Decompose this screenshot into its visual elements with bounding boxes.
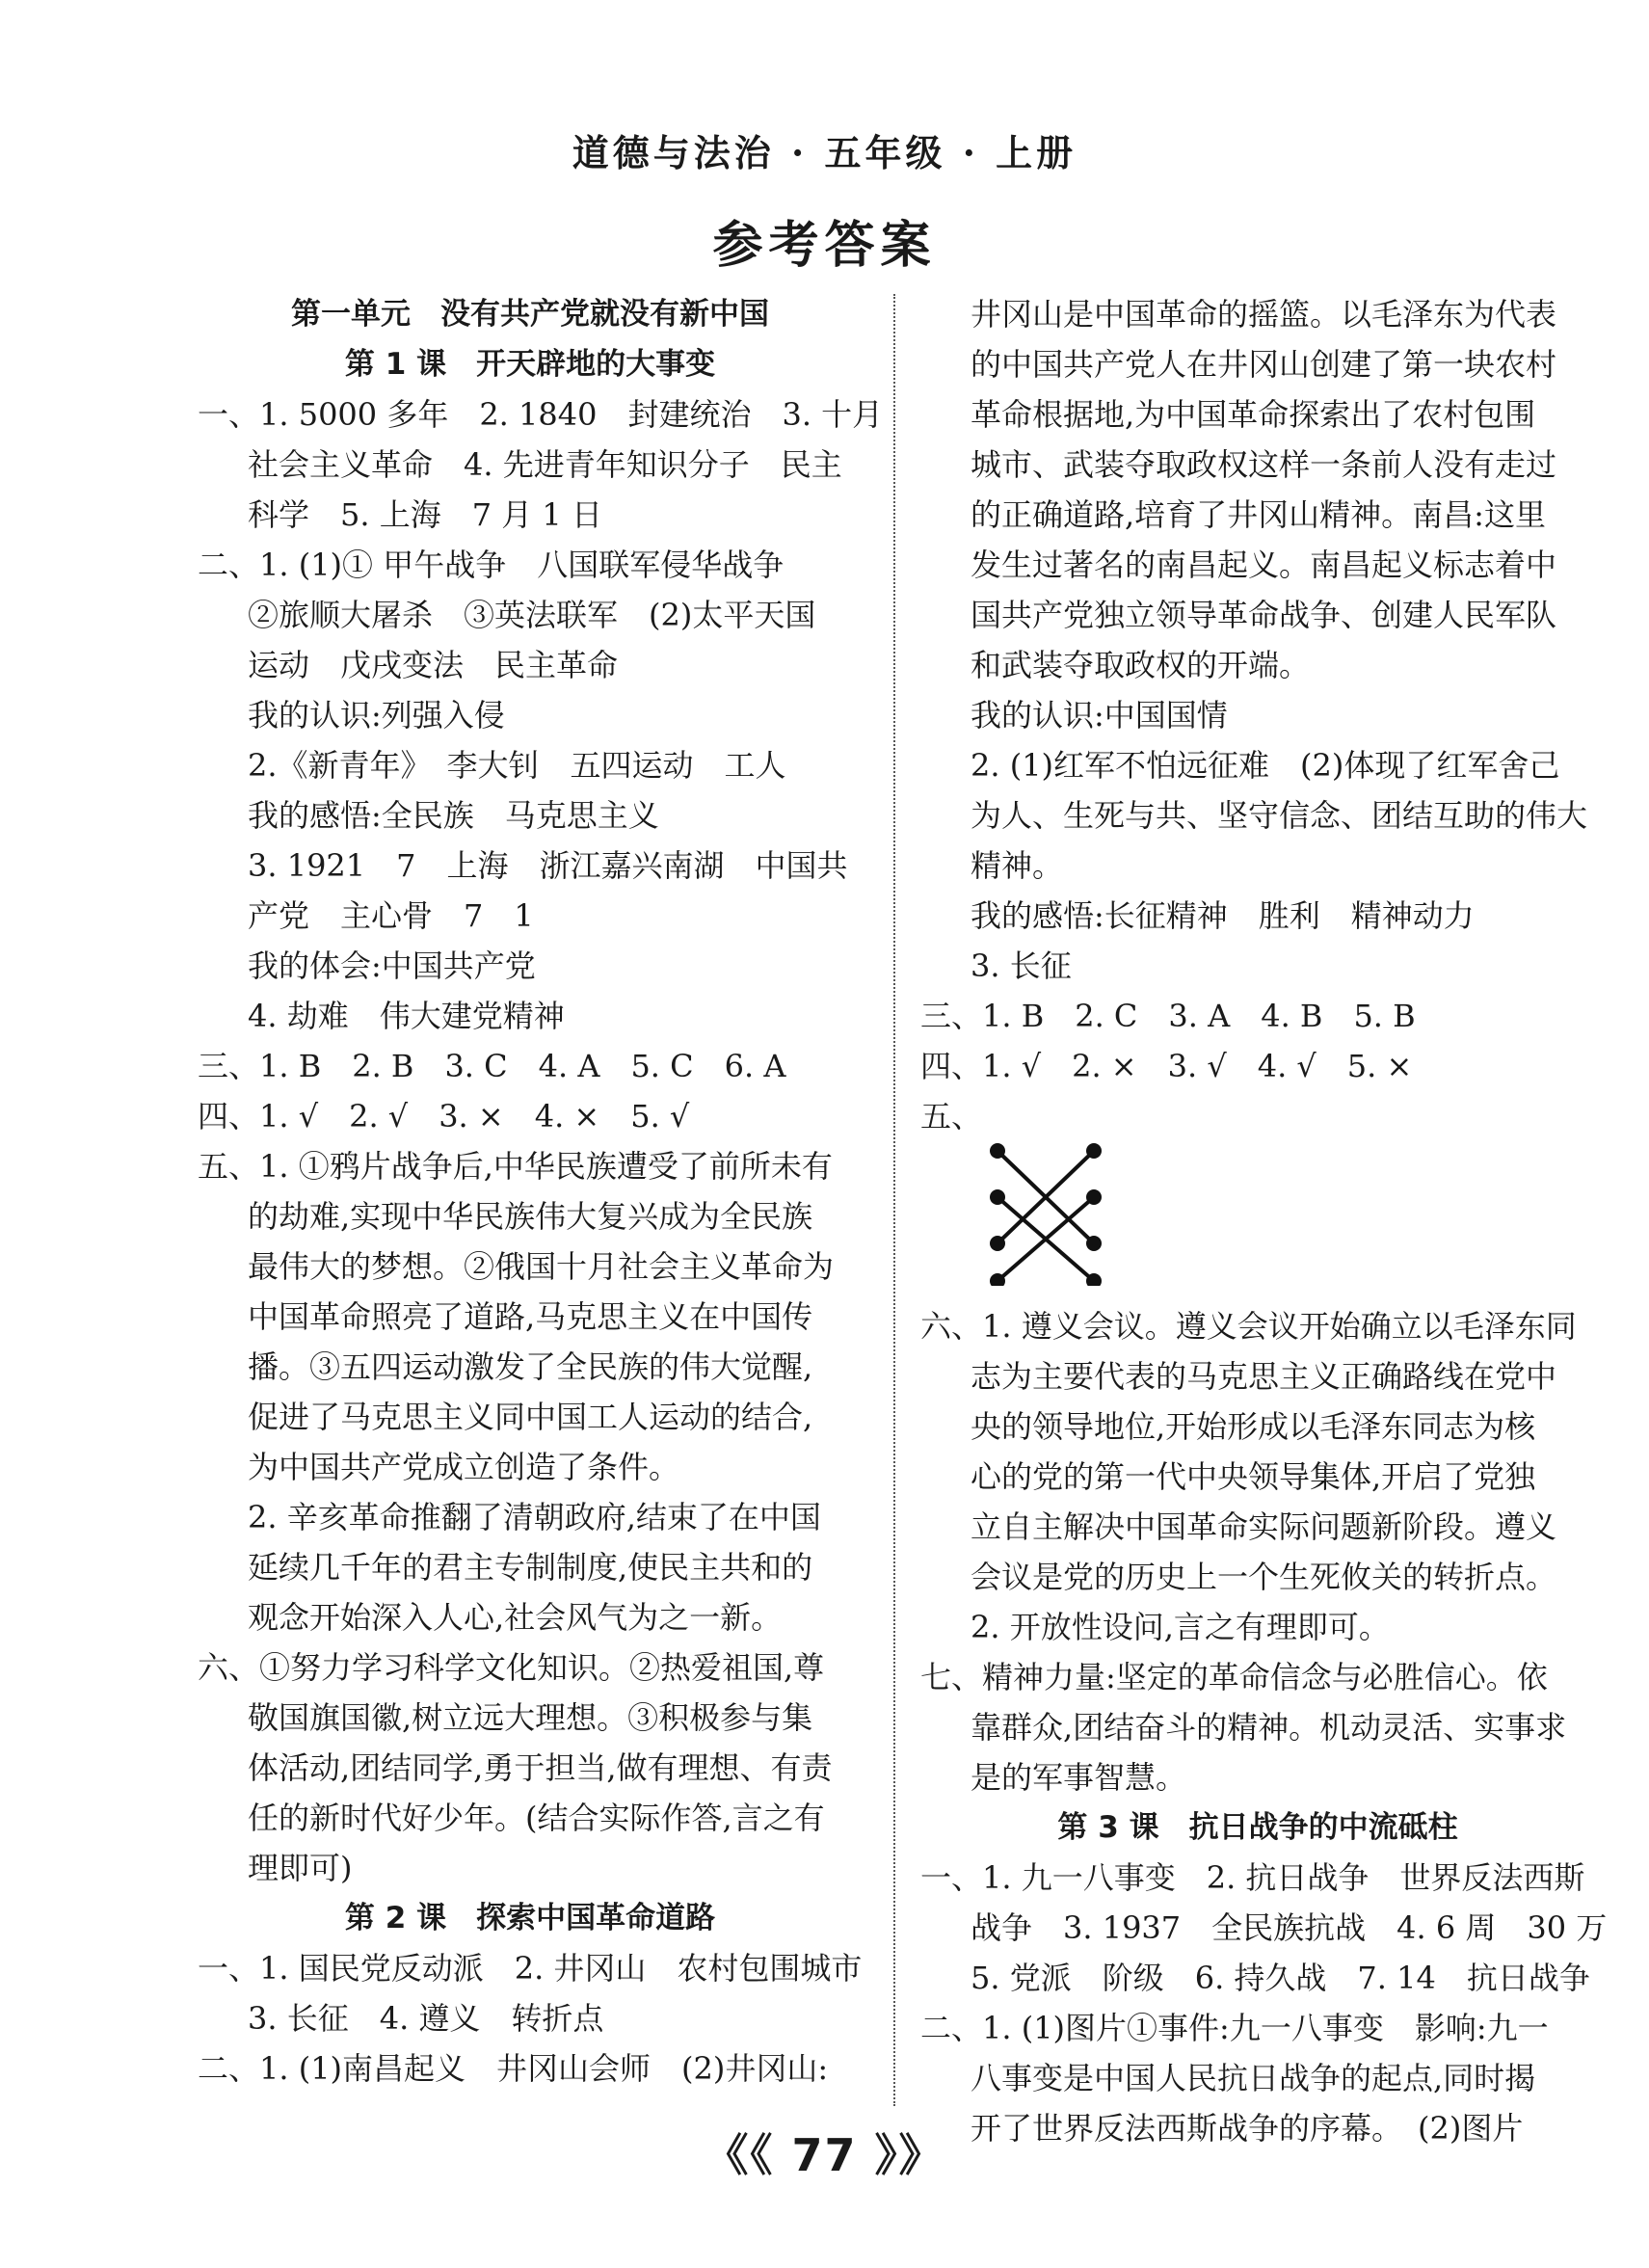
answer-line: 为中国共产党成立创造了条件。 xyxy=(248,1449,680,1485)
answer-line: 五、 xyxy=(920,1098,983,1134)
answer-line: 最伟大的梦想。②俄国十月社会主义革命为 xyxy=(248,1248,835,1285)
answer-line: 精神。 xyxy=(971,847,1064,884)
answer-line: 一、1. 九一八事变 2. 抗日战争 世界反法西斯 xyxy=(920,1859,1585,1896)
answer-line: 我的认识:列强入侵 xyxy=(248,697,505,734)
answer-line: 的中国共产党人在井冈山创建了第一块农村 xyxy=(971,346,1557,383)
answer-line: 五、1. ①鸦片战争后,中华民族遭受了前所未有 xyxy=(198,1148,833,1185)
answer-line: 2.《新青年》 李大钊 五四运动 工人 xyxy=(248,747,786,784)
page-title: 参考答案 xyxy=(712,216,937,275)
column-divider xyxy=(893,294,895,2106)
answer-line: 城市、武装夺取政权这样一条前人没有走过 xyxy=(971,446,1557,483)
answer-line: 科学 5. 上海 7 月 1 日 xyxy=(248,496,602,533)
right-column-part-b xyxy=(920,1301,1608,2153)
answer-line: 5. 党派 阶级 6. 持久战 7. 14 抗日战争 xyxy=(971,1960,1590,1996)
unit-heading: 第一单元 没有共产党就没有新中国 xyxy=(291,297,769,332)
answer-line: 2. 开放性设问,言之有理即可。 xyxy=(971,1609,1390,1645)
answer-line: 敬国旗国徽,树立远大理想。③积极参与集 xyxy=(248,1699,813,1736)
answer-line: 体活动,团结同学,勇于担当,做有理想、有责 xyxy=(248,1749,833,1786)
answer-line: 开了世界反法西斯战争的序幕。 (2)图片 xyxy=(971,2110,1524,2147)
answer-line: 四、1. √ 2. × 3. √ 4. √ 5. × xyxy=(920,1048,1413,1084)
answer-line: 是的军事智慧。 xyxy=(971,1759,1187,1796)
lesson-heading: 第 2 课 探索中国革命道路 xyxy=(344,1901,716,1935)
answer-line: 革命根据地,为中国革命探索出了农村包围 xyxy=(971,396,1536,433)
answer-line: 3. 1921 7 上海 浙江嘉兴南湖 中国共 xyxy=(248,847,848,884)
answer-line: 三、1. B 2. C 3. A 4. B 5. B xyxy=(920,998,1416,1034)
page-number: 《《 77 》》 xyxy=(704,2129,945,2181)
answer-line: 产党 主心骨 7 1 xyxy=(248,897,534,934)
answer-line: 战争 3. 1937 全民族抗战 4. 6 周 30 万 xyxy=(971,1909,1608,1946)
answer-line: 八事变是中国人民抗日战争的起点,同时揭 xyxy=(971,2060,1536,2096)
answer-line: 2. (1)红军不怕远征难 (2)体现了红军舍己 xyxy=(971,747,1560,784)
answer-line: 4. 劫难 伟大建党精神 xyxy=(248,998,565,1034)
answer-line: ②旅顺大屠杀 ③英法联军 (2)太平天国 xyxy=(248,597,816,633)
answer-line: 志为主要代表的马克思主义正确路线在党中 xyxy=(971,1358,1557,1395)
matching-lines-svg xyxy=(969,1141,1123,1286)
answer-line: 井冈山是中国革命的摇篮。以毛泽东为代表 xyxy=(971,296,1557,333)
answer-line: 靠群众,团结奋斗的精神。机动灵活、实事求 xyxy=(971,1709,1567,1746)
answer-line: 任的新时代好少年。(结合实际作答,言之有 xyxy=(248,1800,825,1836)
matching-diagram xyxy=(969,1141,1595,1286)
answer-line: 心的党的第一代中央领导集体,开启了党独 xyxy=(971,1458,1536,1495)
answer-line: 四、1. √ 2. √ 3. × 4. × 5. √ xyxy=(198,1098,690,1134)
answer-line: 一、1. 5000 多年 2. 1840 封建统治 3. 十月 xyxy=(198,396,884,433)
answer-line: 六、①努力学习科学文化知识。②热爱祖国,尊 xyxy=(198,1649,825,1686)
lesson-heading: 第 3 课 抗日战争的中流砥柱 xyxy=(1057,1810,1458,1845)
answer-line: 我的感悟:长征精神 胜利 精神动力 xyxy=(971,897,1475,934)
answer-line: 会议是党的历史上一个生死攸关的转折点。 xyxy=(971,1559,1557,1595)
answer-line: 发生过著名的南昌起义。南昌起义标志着中 xyxy=(971,547,1557,583)
answer-line: 七、精神力量:坚定的革命信念与必胜信心。依 xyxy=(920,1659,1548,1695)
answer-line: 3. 长征 xyxy=(971,947,1072,984)
answer-line: 三、1. B 2. B 3. C 4. A 5. C 6. A xyxy=(198,1048,786,1084)
left-column xyxy=(198,289,884,2094)
answer-line: 央的领导地位,开始形成以毛泽东同志为核 xyxy=(971,1408,1536,1445)
answer-line: 六、1. 遵义会议。遵义会议开始确立以毛泽东同 xyxy=(920,1308,1577,1345)
lesson-heading: 第 1 课 开天辟地的大事变 xyxy=(344,347,716,382)
answer-line: 运动 戊戌变法 民主革命 xyxy=(248,647,619,683)
answer-line: 为人、生死与共、坚守信念、团结互助的伟大 xyxy=(971,797,1588,834)
answer-line: 立自主解决中国革命实际问题新阶段。遵义 xyxy=(971,1508,1557,1545)
answer-line: 播。③五四运动激发了全民族的伟大觉醒, xyxy=(248,1348,813,1385)
answer-line: 促进了马克思主义同中国工人运动的结合, xyxy=(248,1399,813,1435)
answer-line: 2. 辛亥革命推翻了清朝政府,结束了在中国 xyxy=(248,1499,821,1535)
answer-line: 我的感悟:全民族 马克思主义 xyxy=(248,797,659,834)
answer-line: 的劫难,实现中华民族伟大复兴成为全民族 xyxy=(248,1198,813,1235)
answer-line: 我的体会:中国共产党 xyxy=(248,947,536,984)
answer-line: 二、1. (1)南昌起义 井冈山会师 (2)井冈山: xyxy=(198,2050,829,2087)
right-column xyxy=(920,289,1608,2153)
answer-line: 二、1. (1)图片①事件:九一八事变 影响:九一 xyxy=(920,2010,1549,2046)
answer-line: 3. 长征 4. 遵义 转折点 xyxy=(248,2000,604,2037)
answer-line: 观念开始深入人心,社会风气为之一新。 xyxy=(248,1599,783,1636)
answer-line: 延续几千年的君主专制制度,使民主共和的 xyxy=(248,1549,813,1586)
answer-line: 国共产党独立领导革命战争、创建人民军队 xyxy=(971,597,1557,633)
answer-line: 理即可) xyxy=(248,1850,353,1886)
answer-line: 中国革命照亮了道路,马克思主义在中国传 xyxy=(248,1298,813,1335)
answer-line: 二、1. (1)① 甲午战争 八国联军侵华战争 xyxy=(198,547,785,583)
answer-line: 社会主义革命 4. 先进青年知识分子 民主 xyxy=(248,446,842,483)
answer-line: 我的认识:中国国情 xyxy=(971,697,1228,734)
answer-line: 的正确道路,培育了井冈山精神。南昌:这里 xyxy=(971,496,1546,533)
right-column-part-a xyxy=(920,289,1595,1141)
answer-line: 一、1. 国民党反动派 2. 井冈山 农村包围城市 xyxy=(198,1950,863,1987)
answer-line: 和武装夺取政权的开端。 xyxy=(971,647,1311,683)
page-header: 道德与法治 · 五年级 · 上册 xyxy=(572,131,1077,174)
